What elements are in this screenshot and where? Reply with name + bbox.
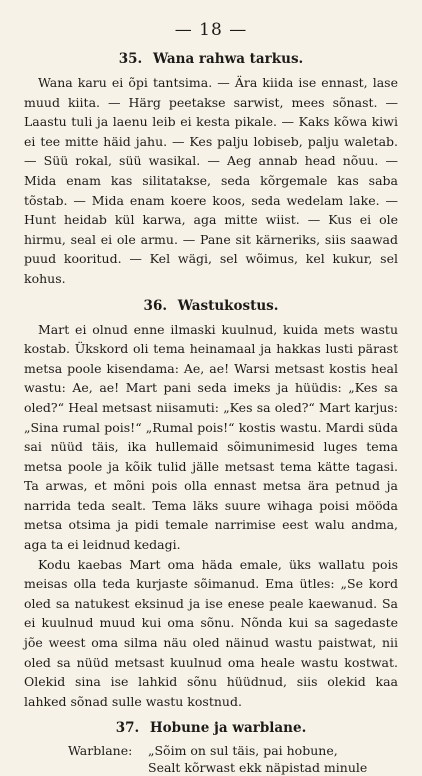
section-title-text: Wana rahwa tarkus. [152, 51, 304, 67]
poem-line: Sealt kõrwast ekk näpistad minule [148, 760, 368, 776]
section-paragraph: Wana karu ei õpi tantsima. — Ära kiida ise ennast, lase muud kiita. — Härg peetakse sarwist, mees sõnast. — Laastu tuli ja laenu leib ei kesta pikale. — Kaks kõwa kiwi ei tee mitte häid jahu. — Kes palju lobiseb, palju waletab. — Süü rokal, süü wasikal. — Aeg annab head nõuu. — Mida enam kas silitatakse, seda kõrgemale kas saba tõstab. — Mida enam koere koos, seda wedelam lake. — Hunt heidab kül karwa, aga mitte wiist. — Kus ei ole hirmu, seal ei ole armu. — Pane sit kärneriks, siis saawad puud kooritud. — Kel wägi, sel wõimus, kel kukur, sel kohus. [24, 75, 398, 286]
section-number: 35. [118, 51, 143, 67]
section-paragraph: Mart ei olnud enne ilmaski kuulnud, kuida mets wastu kostab. Ükskord oli tema heinamaal ja hakkas lusti pärast metsa poole kisendama: Ae, ae! Warsi metsast kostis heal wastu: Ae, ae! Mart pani seda imeks ja hüüdis: „Kes sa oled?“ Heal metsast niisamuti: „Kes sa oled?“ Mart karjus: „Sina rumal pois!“ „Rumal pois!“ kostis wastu. Mardi süda sai nüüd täis, ika hullemaid sõimunimesid luges tema metsa poole ja kõik tulid jälle metsast tema kätte tagasi. Ta arwas, et mõni pois olla ennast metsa ära petnud ja narrida teda sealt. Tema läks suure wihaga poisi mööda metsa otsima ja pidi temale narrimise eest walu andma, aga ta ei leidnud kedagi. [24, 321, 398, 553]
page-number: — 18 — [174, 20, 248, 40]
section-title-text: Hobune ja warblane. [149, 720, 307, 737]
section-35 [24, 50, 398, 289]
poem-line: „Sõim on sul täis, pai hobune, [148, 743, 338, 759]
section-36 [24, 297, 398, 712]
section-title [24, 50, 398, 68]
poem-lines [148, 742, 398, 776]
section-title-text: Wastukostus. [177, 297, 279, 314]
poem-row [68, 742, 398, 776]
section-title [24, 719, 398, 737]
section-paragraph: Kodu kaebas Mart oma häda emale, üks wallatu pois meisas olla teda kurjaste sõimanud. Ema ütles: „Se kord oled sa natukest eksinud ja ise enese peale kaewanud. Sa ei kuulnud muud kui oma sõnu. Nõnda kui sa sagedaste jõe weest oma silma näu oled näinud wastu paistwat, nii oled sa nüüd metsast kuulnud oma heale wastu kostwat. Olekid sina ise lahkid sõnu hüüdnud, siis olekid kaa lahked sõnad sulle wastu kostnud. [24, 556, 398, 709]
section-number: 36. [143, 297, 168, 314]
poem-speaker: Warblane: [68, 743, 133, 759]
poem [24, 742, 398, 776]
section-number: 37. [115, 720, 140, 737]
section-title [24, 297, 398, 315]
section-37 [24, 719, 398, 776]
